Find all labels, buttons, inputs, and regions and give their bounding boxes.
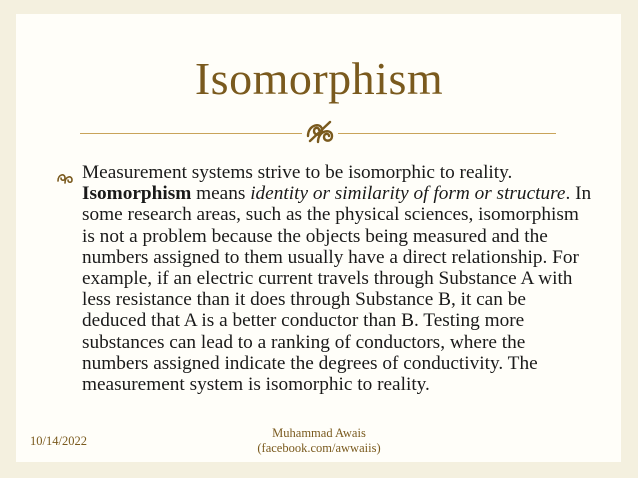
divider-line-right bbox=[338, 133, 556, 134]
author-link: (facebook.com/awwaiis) bbox=[257, 441, 381, 455]
bold-term: Isomorphism bbox=[82, 183, 192, 205]
footer-date: 10/14/2022 bbox=[30, 434, 87, 448]
divider-line-left bbox=[80, 133, 302, 134]
paragraph-text: Measurement systems strive to be isomorphic to reality. bbox=[82, 162, 513, 183]
italic-definition: identity or similarity of form or structure bbox=[250, 183, 566, 205]
paragraph-text: means bbox=[191, 183, 251, 205]
slide-title: Isomorphism bbox=[194, 53, 444, 104]
ornament-bullet-icon bbox=[57, 171, 74, 185]
footer-author bbox=[200, 426, 438, 456]
paragraph-text: . In some research areas, such as the physical sciences, isomorphism is not a problem because the objects being measured and the numbers assigned to them usually have a direct relationship. For example, if an electric current travels through Substance A with less resistance than it does through Substance B, it can be deduced that A is a better conductor than B. Testing more substances can lead to a ranking of conductors, where the numbers assigned indicate the degrees of conductivity. The measurement system is isomorphic to reality. bbox=[82, 183, 592, 396]
bullet-paragraph bbox=[82, 162, 592, 395]
ornament-icon bbox=[304, 116, 336, 146]
author-name: Muhammad Awais bbox=[272, 426, 366, 440]
